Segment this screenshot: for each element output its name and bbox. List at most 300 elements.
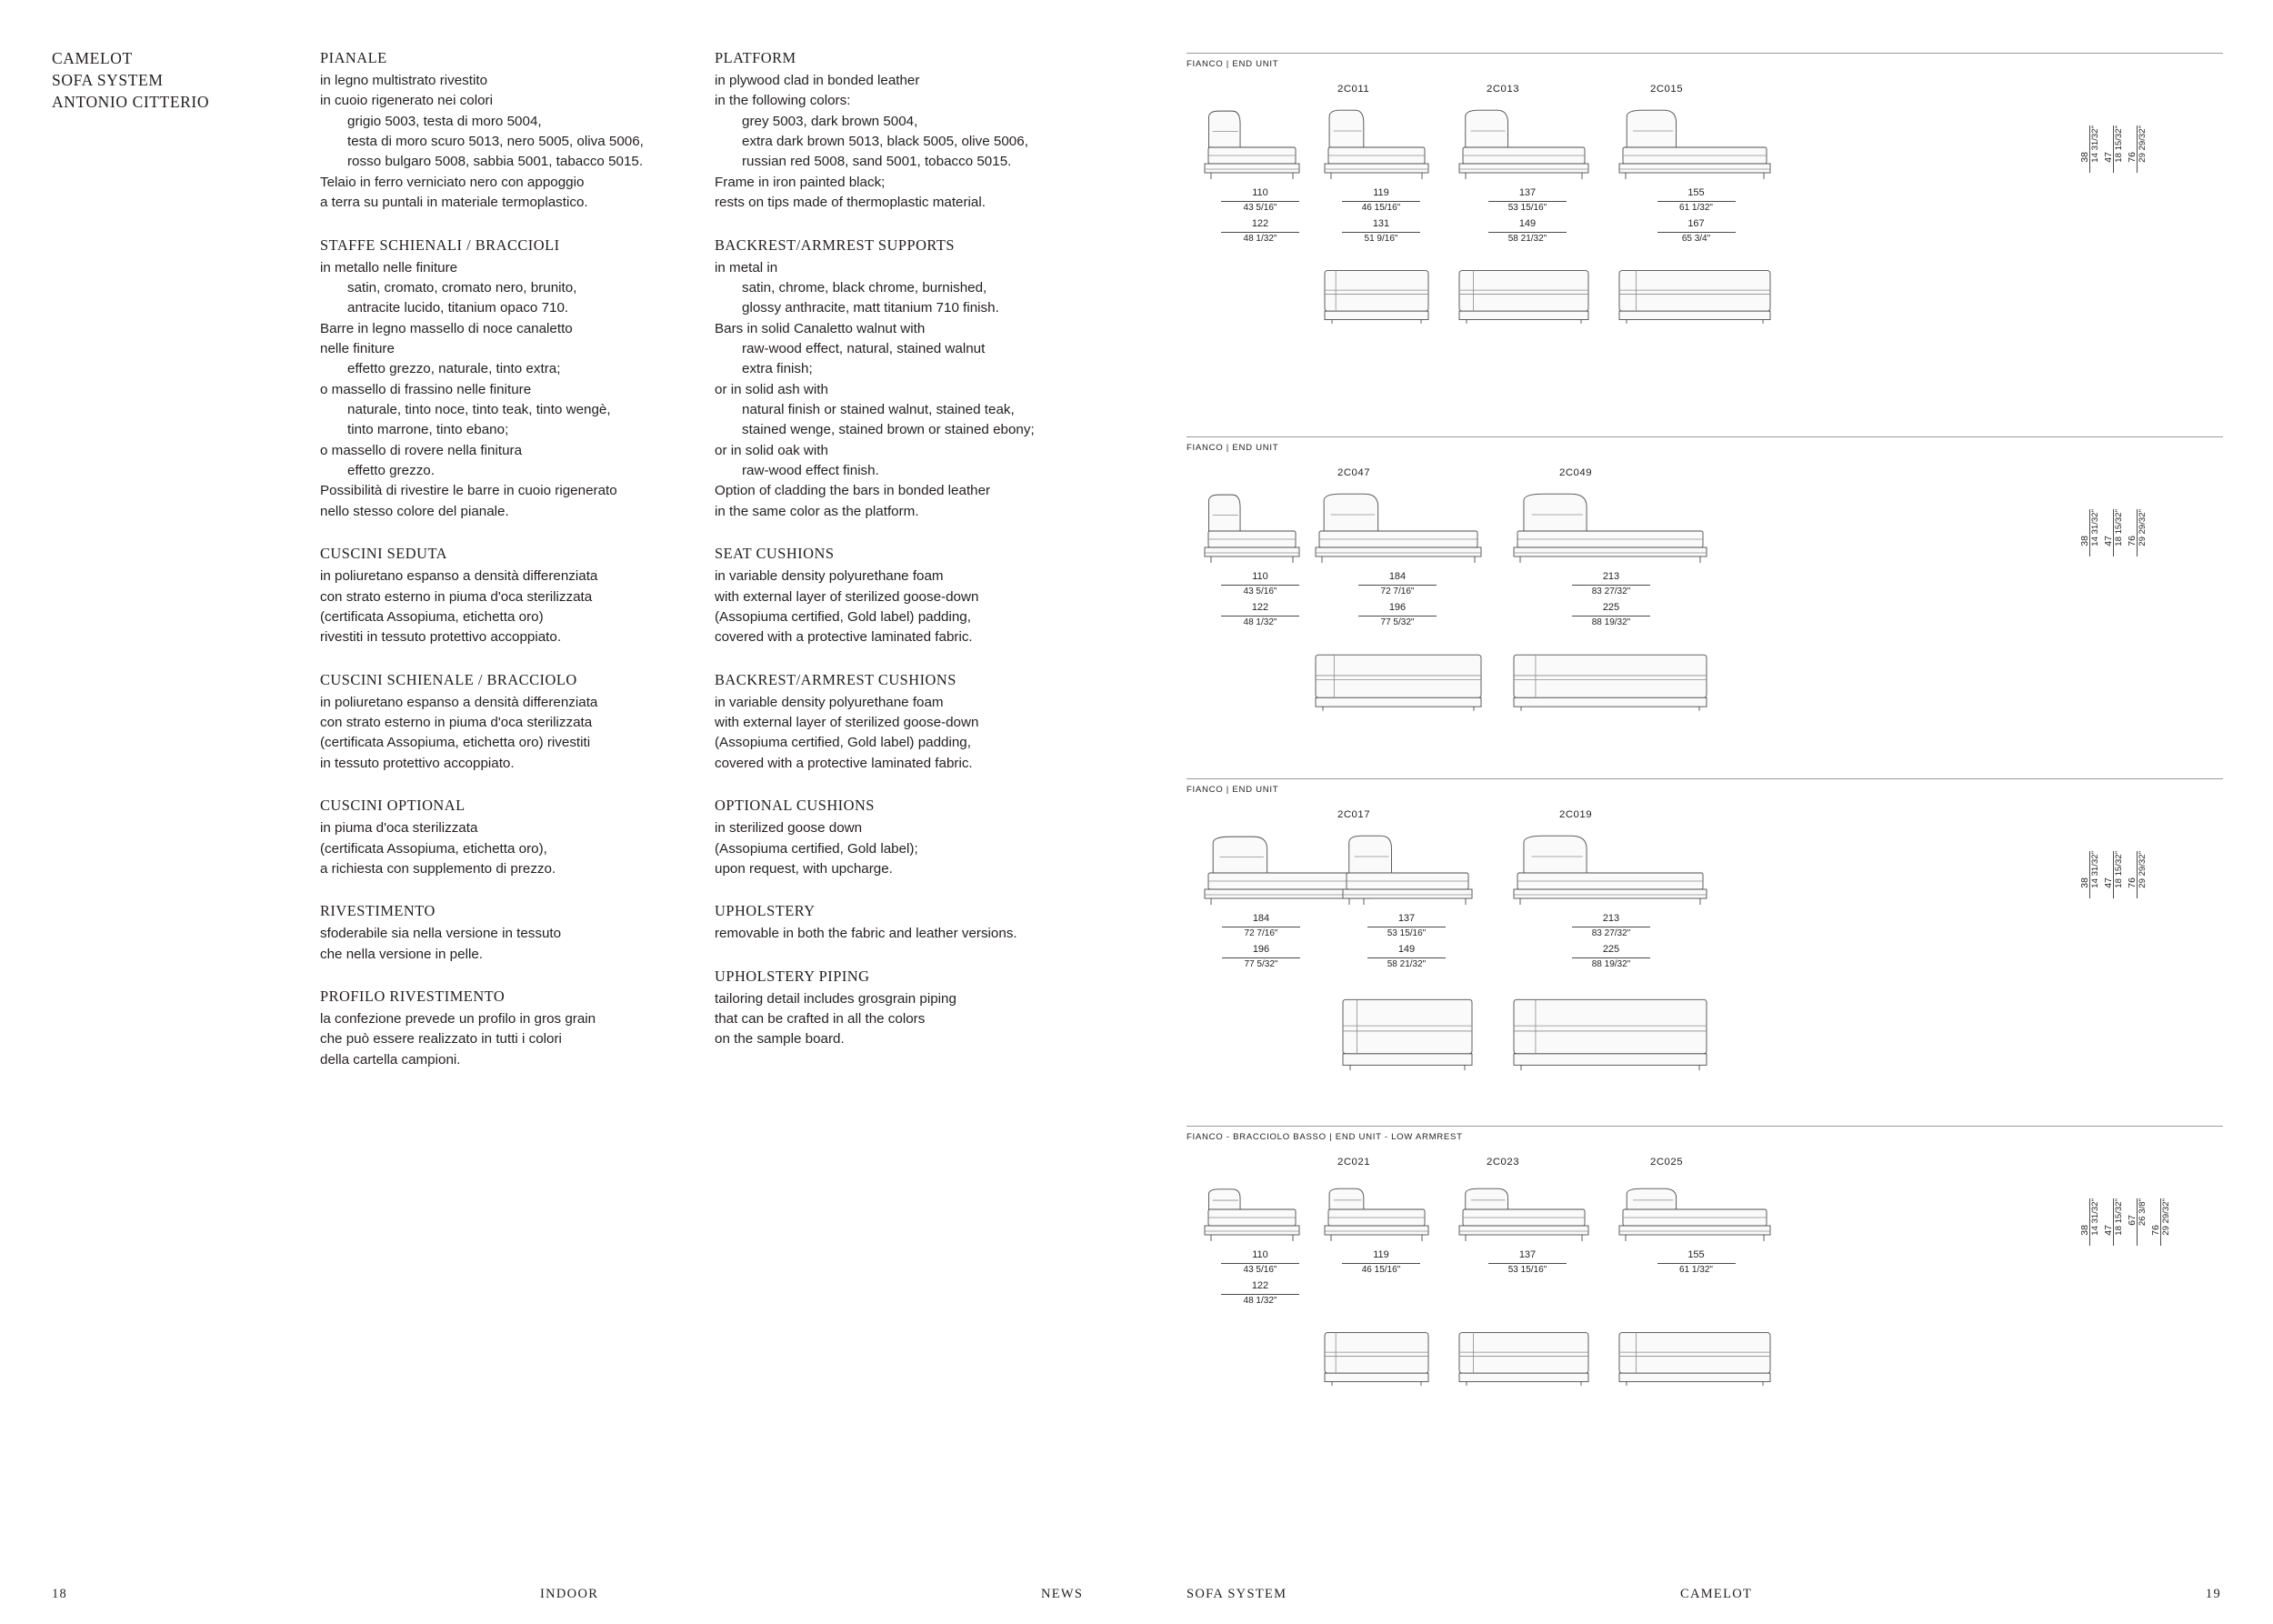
height-inch: 18 15/32"	[2113, 851, 2124, 888]
dimension-label	[1205, 1249, 1316, 1276]
dimension-label	[1621, 1249, 1771, 1276]
section-line: raw-wood effect finish.	[742, 463, 879, 479]
section-line: rests on tips made of thermoplastic material.	[715, 195, 986, 211]
product-code: 2C025	[1650, 1157, 1684, 1168]
footer-page-right: 19	[2205, 1587, 2221, 1601]
dimension-label	[1205, 187, 1316, 214]
height-inch: 29 29/32"	[2137, 509, 2148, 546]
section-line: upon request, with upcharge.	[715, 860, 893, 877]
unit-front-drawing	[1457, 260, 1590, 326]
height-dimension	[2101, 1198, 2125, 1240]
english-description-column	[715, 47, 1115, 1071]
page-footer	[0, 1560, 2273, 1624]
dimension-inch: 83 27/32"	[1591, 927, 1631, 938]
unit-front-drawing	[1323, 260, 1430, 326]
section-line: a terra su puntali in materiale termoplastico.	[320, 195, 588, 211]
drawing-side-view	[1314, 495, 1483, 567]
drawing-front-view	[1323, 1322, 1430, 1388]
dimension-rule	[1342, 201, 1420, 202]
section-line: a richiesta con supplemento di prezzo.	[320, 860, 556, 877]
section-line: satin, chrome, black chrome, burnished,	[742, 279, 987, 296]
drawing-front-view	[1512, 644, 1708, 713]
dimension-inch: 88 19/32"	[1591, 617, 1631, 627]
product-code: 2C017	[1337, 809, 1371, 820]
section-line: Frame in iron painted black;	[715, 174, 886, 190]
dimension-label	[1516, 944, 1707, 970]
brand-line-3: ANTONIO CITTERIO	[52, 93, 210, 112]
dimension-cm: 122	[1251, 1280, 1269, 1291]
height-cm: 38	[2078, 536, 2090, 546]
section-title: BACKREST/ARMREST SUPPORTS	[715, 236, 955, 254]
dimension-cm: 225	[1602, 944, 1620, 955]
dimension-inch: 53 15/16"	[1507, 202, 1547, 213]
dimension-inch: 43 5/16"	[1243, 202, 1277, 213]
section-title: BACKREST/ARMREST CUSHIONS	[715, 670, 956, 688]
section-line: che nella versione in pelle.	[320, 946, 483, 962]
unit-side-drawing	[1512, 495, 1708, 567]
drawing-front-view	[1341, 986, 1474, 1073]
dimension-label	[1516, 602, 1707, 628]
section-title: PIANALE	[320, 49, 387, 66]
height-inch: 14 31/32"	[2089, 125, 2100, 163]
code-row	[1187, 467, 2223, 484]
dimension-label	[1205, 602, 1316, 628]
dimension-label	[1197, 944, 1325, 970]
dimension-cm: 131	[1372, 218, 1390, 229]
block-label: FIANCO | END UNIT	[1187, 443, 1279, 453]
footer-sofa-system: SOFA SYSTEM	[1187, 1587, 1287, 1601]
section-line: in poliuretano espanso a densità differenziata	[320, 694, 598, 710]
height-cm: 47	[2102, 536, 2114, 546]
drawing-side-view	[1203, 1186, 1301, 1246]
unit-side-drawing	[1203, 1186, 1301, 1246]
description-section	[715, 47, 1115, 214]
section-line: in the same color as the platform.	[715, 503, 919, 519]
section-line: in metallo nelle finiture	[320, 259, 458, 276]
dimension-rule	[1221, 1294, 1299, 1295]
section-line: extra dark brown 5013, black 5005, olive 5006,	[742, 134, 1028, 150]
dimension-inch: 61 1/32"	[1679, 1264, 1713, 1275]
unit-side-drawing	[1512, 837, 1708, 909]
drawing-front-view	[1457, 1322, 1590, 1388]
height-dimension	[2078, 1198, 2101, 1240]
section-line: antracite lucido, titanium opaco 710.	[347, 300, 569, 316]
height-inch: 18 15/32"	[2113, 1198, 2124, 1236]
product-code: 2C023	[1487, 1157, 1520, 1168]
dimension-rule	[1657, 232, 1736, 233]
unit-front-drawing	[1341, 986, 1474, 1073]
section-line: in cuoio rigenerato nei colori	[320, 93, 493, 109]
section-title: UPHOLSTERY	[715, 902, 816, 920]
dimension-cm: 149	[1518, 218, 1537, 229]
drawing-side-view	[1203, 496, 1301, 567]
product-code: 2C049	[1559, 467, 1593, 478]
height-inch: 14 31/32"	[2089, 851, 2100, 888]
section-line: stained wenge, stained brown or stained ebony;	[742, 422, 1035, 438]
right-technical-page	[1136, 0, 2273, 1624]
section-line: in the following colors:	[715, 93, 851, 109]
section-line: naturale, tinto noce, tinto teak, tinto wengè,	[347, 402, 611, 418]
unit-front-drawing	[1323, 1322, 1430, 1388]
section-line: (certificata Assopiuma, etichetta oro),	[320, 840, 547, 857]
block-label: FIANCO | END UNIT	[1187, 59, 1279, 69]
drawing-front-view	[1323, 260, 1430, 326]
height-dimension	[2078, 851, 2101, 893]
dimension-cm: 196	[1388, 602, 1407, 613]
dimension-cm: 225	[1602, 602, 1620, 613]
description-section	[320, 47, 720, 214]
dimension-inch: 58 21/32"	[1507, 233, 1547, 244]
section-line: rivestiti in tessuto protettivo accoppiato.	[320, 629, 562, 646]
unit-side-drawing	[1323, 111, 1430, 184]
dimension-rule	[1488, 232, 1567, 233]
dimension-inch: 51 9/16"	[1364, 233, 1398, 244]
code-row	[1187, 84, 2223, 100]
dimension-rule	[1221, 201, 1299, 202]
drawing-side-view	[1323, 111, 1430, 184]
section-line: testa di moro scuro 5013, nero 5005, oliva 5006,	[347, 134, 644, 150]
brand-line-1: CAMELOT	[52, 49, 133, 67]
unit-front-drawing	[1617, 260, 1772, 326]
section-line: (Assopiuma certified, Gold label);	[715, 840, 918, 857]
dimension-inch: 88 19/32"	[1591, 958, 1631, 969]
section-line: nello stesso colore del pianale.	[320, 503, 509, 519]
section-line: rosso bulgaro 5008, sabbia 5001, tabacco 5015.	[347, 154, 644, 170]
dimension-cm: 110	[1252, 187, 1268, 198]
section-line: Barre in legno massello di noce canaletto	[320, 320, 573, 336]
section-line: satin, cromato, cromato nero, brunito,	[347, 279, 577, 296]
section-line: o massello di rovere nella finitura	[320, 442, 523, 458]
dimension-cm: 155	[1687, 187, 1705, 198]
section-line: in legno multistrato rivestito	[320, 73, 488, 89]
dimension-label	[1516, 913, 1707, 939]
footer-camelot: CAMELOT	[1680, 1587, 1753, 1601]
height-cm: 76	[2126, 877, 2138, 888]
dimension-inch: 72 7/16"	[1244, 927, 1278, 938]
dimension-label	[1343, 944, 1470, 970]
dimension-inch: 65 3/4"	[1681, 233, 1711, 244]
section-line: grey 5003, dark brown 5004,	[742, 113, 918, 129]
dimension-inch: 77 5/32"	[1244, 958, 1278, 969]
dimension-cm: 137	[1518, 187, 1537, 198]
height-dimension-stack	[2078, 1198, 2232, 1240]
dimension-label	[1316, 602, 1479, 628]
section-line: tinto marrone, tinto ebano;	[347, 422, 509, 438]
section-line: sfoderabile sia nella versione in tessuto	[320, 926, 562, 942]
unit-side-drawing	[1314, 495, 1483, 567]
section-line: grigio 5003, testa di moro 5004,	[347, 113, 542, 129]
section-line: che può essere realizzato in tutti i colori	[320, 1031, 562, 1048]
dimension-rule	[1221, 232, 1299, 233]
height-dimension-stack	[2078, 851, 2232, 893]
dimension-label	[1197, 913, 1325, 939]
product-variant-block	[1187, 436, 2223, 720]
dimension-cm: 137	[1397, 913, 1416, 924]
section-line: in plywood clad in bonded leather	[715, 73, 920, 89]
height-dimension	[2148, 1198, 2172, 1240]
section-title: STAFFE SCHIENALI / BRACCIOLI	[320, 236, 560, 254]
dimension-inch: 46 15/16"	[1361, 1264, 1401, 1275]
dimension-rule	[1572, 957, 1650, 958]
dimension-label	[1325, 1249, 1437, 1276]
section-line: that can be crafted in all the colors	[715, 1011, 926, 1028]
product-code: 2C013	[1487, 84, 1520, 95]
section-line: raw-wood effect, natural, stained walnut	[742, 341, 986, 356]
unit-side-drawing	[1617, 1184, 1772, 1246]
unit-side-drawing	[1323, 1184, 1430, 1246]
dimension-label	[1316, 571, 1479, 597]
height-cm: 38	[2078, 877, 2090, 888]
dimension-label	[1205, 1280, 1316, 1307]
section-line: effetto grezzo, naturale, tinto extra;	[347, 361, 561, 377]
dimension-cm: 184	[1388, 571, 1407, 582]
dimension-rule	[1342, 232, 1420, 233]
dimension-rule	[1358, 585, 1437, 586]
height-inch: 14 31/32"	[2089, 1198, 2100, 1236]
dimension-rule	[1222, 957, 1300, 958]
description-section	[715, 235, 1115, 523]
left-text-page	[0, 0, 1136, 1624]
section-line: Option of cladding the bars in bonded leather	[715, 483, 991, 499]
dimension-cm: 119	[1373, 1249, 1389, 1260]
drawing-side-view	[1512, 495, 1708, 567]
dimension-rule	[1358, 616, 1437, 617]
section-line: removable in both the fabric and leather versions.	[715, 926, 1017, 942]
section-line: la confezione prevede un profilo in gros grain	[320, 1011, 596, 1028]
dimension-cm: 110	[1252, 571, 1268, 582]
description-section	[715, 966, 1115, 1050]
height-dimension	[2101, 125, 2125, 167]
section-line: nelle finiture	[320, 341, 395, 356]
section-line: extra finish;	[742, 361, 813, 377]
dimension-inch: 58 21/32"	[1387, 958, 1427, 969]
section-line: in variable density polyurethane foam	[715, 694, 944, 710]
unit-side-drawing	[1203, 496, 1301, 567]
unit-side-drawing	[1341, 837, 1474, 909]
dimension-inch: 61 1/32"	[1679, 202, 1713, 213]
dimension-cm: 122	[1251, 218, 1269, 229]
unit-front-drawing	[1314, 644, 1483, 713]
dimension-cm: 213	[1602, 571, 1620, 582]
height-cm: 38	[2078, 1225, 2090, 1236]
product-variant-block	[1187, 53, 2223, 333]
dimension-cm: 213	[1602, 913, 1620, 924]
section-title: CUSCINI SCHIENALE / BRACCIOLO	[320, 670, 577, 688]
product-code: 2C047	[1337, 467, 1371, 478]
dimension-cm: 184	[1252, 913, 1270, 924]
dimension-inch: 43 5/16"	[1243, 586, 1277, 596]
height-dimension	[2125, 1198, 2148, 1230]
height-dimension	[2078, 509, 2101, 551]
height-cm: 47	[2102, 152, 2114, 163]
dimension-label	[1459, 187, 1596, 214]
height-dimension	[2078, 125, 2101, 167]
height-cm: 76	[2149, 1225, 2161, 1236]
height-inch: 26 3/8"	[2137, 1198, 2148, 1227]
drawing-side-view	[1323, 1184, 1430, 1246]
section-title: PLATFORM	[715, 49, 796, 66]
description-section	[320, 900, 720, 965]
product-code: 2C015	[1650, 84, 1684, 95]
dimension-inch: 72 7/16"	[1380, 586, 1415, 596]
section-line: con strato esterno in piuma d'oca sterilizzata	[320, 715, 593, 731]
footer-indoor: INDOOR	[540, 1587, 599, 1601]
section-line: with external layer of sterilized goose-down	[715, 715, 979, 731]
height-inch: 29 29/32"	[2160, 1198, 2171, 1236]
product-code: 2C021	[1337, 1157, 1371, 1168]
height-dimension-stack	[2078, 509, 2232, 551]
dimension-rule	[1342, 1263, 1420, 1264]
height-cm: 47	[2102, 877, 2114, 888]
dimension-rule	[1221, 616, 1299, 617]
dimension-inch: 48 1/32"	[1243, 1295, 1277, 1306]
section-line: effetto grezzo.	[347, 463, 435, 479]
dimension-rule	[1572, 616, 1650, 617]
brand-line-2: SOFA SYSTEM	[52, 71, 164, 90]
height-cm: 38	[2078, 152, 2090, 163]
section-line: Possibilità di rivestire le barre in cuoio rigenerato	[320, 483, 617, 499]
section-line: Bars in solid Canaletto walnut with	[715, 320, 926, 336]
section-line: natural finish or stained walnut, stained teak,	[742, 402, 1015, 418]
drawing-front-view	[1457, 260, 1590, 326]
drawing-side-view	[1203, 113, 1301, 184]
drawing-front-view	[1617, 1322, 1772, 1388]
drawing-side-view	[1617, 111, 1772, 184]
dimension-cm: 196	[1252, 944, 1270, 955]
drawing-side-view	[1341, 837, 1474, 909]
dimension-cm: 110	[1252, 1249, 1268, 1260]
section-line: glossy anthracite, matt titanium 710 finish.	[742, 300, 999, 316]
description-section	[320, 543, 720, 647]
section-line: in metal in	[715, 259, 778, 276]
section-line: or in solid oak with	[715, 442, 828, 458]
description-section	[320, 669, 720, 774]
height-cm: 76	[2126, 152, 2138, 163]
block-label: FIANCO | END UNIT	[1187, 785, 1279, 795]
dimension-inch: 53 15/16"	[1507, 1264, 1547, 1275]
height-inch: 14 31/32"	[2089, 509, 2100, 546]
unit-side-drawing	[1203, 113, 1301, 184]
code-row	[1187, 809, 2223, 826]
dimension-inch: 53 15/16"	[1387, 927, 1427, 938]
section-line: in piuma d'oca sterilizzata	[320, 820, 478, 837]
section-line: tailoring detail includes grosgrain piping	[715, 990, 956, 1007]
section-line: della cartella campioni.	[320, 1051, 461, 1068]
section-line: (certificata Assopiuma, etichetta oro) rivestiti	[320, 735, 591, 751]
dimension-rule	[1367, 957, 1446, 958]
description-section	[320, 235, 720, 523]
dimension-label	[1205, 571, 1316, 597]
drawing-side-view	[1457, 111, 1590, 184]
product-variant-block	[1187, 1126, 2223, 1395]
section-line: with external layer of sterilized goose-down	[715, 588, 979, 605]
description-section	[715, 795, 1115, 879]
height-cm: 76	[2126, 536, 2138, 546]
height-dimension	[2125, 509, 2148, 551]
section-title: CUSCINI OPTIONAL	[320, 797, 466, 815]
block-label: FIANCO - BRACCIOLO BASSO | END UNIT - LOW ARMREST	[1187, 1132, 1463, 1142]
dimension-label	[1621, 218, 1771, 245]
height-cm: 47	[2102, 1225, 2114, 1236]
dimension-rule	[1657, 201, 1736, 202]
dimension-inch: 43 5/16"	[1243, 1264, 1277, 1275]
drawing-side-view	[1617, 1184, 1772, 1246]
height-dimension	[2101, 509, 2125, 551]
drawing-front-view	[1314, 644, 1483, 713]
height-inch: 18 15/32"	[2113, 509, 2124, 546]
dimension-rule	[1221, 1263, 1299, 1264]
height-dimension	[2125, 851, 2148, 893]
description-section	[715, 669, 1115, 774]
description-section	[320, 986, 720, 1070]
drawing-side-view	[1457, 1184, 1590, 1246]
section-line: Telaio in ferro verniciato nero con appoggio	[320, 174, 585, 190]
dimension-rule	[1572, 585, 1650, 586]
height-inch: 18 15/32"	[2113, 125, 2124, 163]
description-section	[715, 900, 1115, 944]
dimension-label	[1325, 187, 1437, 214]
brand-heading	[52, 47, 288, 113]
dimension-cm: 119	[1373, 187, 1389, 198]
footer-page-left: 18	[52, 1587, 68, 1601]
section-line: or in solid ash with	[715, 381, 828, 397]
dimension-label	[1459, 218, 1596, 245]
section-line: russian red 5008, sand 5001, tobacco 5015.	[742, 154, 1012, 170]
section-line: o massello di frassino nelle finiture	[320, 381, 532, 397]
height-dimension-stack	[2078, 125, 2232, 167]
product-code: 2C011	[1337, 84, 1370, 95]
height-dimension	[2125, 125, 2148, 167]
dimension-inch: 77 5/32"	[1380, 617, 1415, 627]
dimension-cm: 167	[1687, 218, 1705, 229]
unit-side-drawing	[1457, 111, 1590, 184]
section-line: in poliuretano espanso a densità differenziata	[320, 568, 598, 585]
dimension-inch: 46 15/16"	[1361, 202, 1401, 213]
dimension-label	[1621, 187, 1771, 214]
drawing-front-view	[1617, 260, 1772, 326]
dimension-inch: 83 27/32"	[1591, 586, 1631, 596]
section-line: covered with a protective laminated fabric.	[715, 629, 973, 646]
italian-description-column	[320, 47, 720, 1091]
section-line: in sterilized goose down	[715, 820, 863, 837]
height-dimension	[2101, 851, 2125, 893]
section-title: SEAT CUSHIONS	[715, 545, 835, 563]
dimension-label	[1516, 571, 1707, 597]
description-section	[320, 795, 720, 879]
section-line: covered with a protective laminated fabric.	[715, 755, 973, 771]
dimension-label	[1205, 218, 1316, 245]
dimension-inch: 48 1/32"	[1243, 617, 1277, 627]
section-line: (certificata Assopiuma, etichetta oro)	[320, 608, 544, 625]
dimension-label	[1459, 1249, 1596, 1276]
section-title: OPTIONAL CUSHIONS	[715, 797, 875, 815]
section-line: (Assopiuma certified, Gold label) padding,	[715, 608, 971, 625]
section-line: (Assopiuma certified, Gold label) padding,	[715, 735, 971, 751]
description-section	[715, 543, 1115, 647]
section-line: con strato esterno in piuma d'oca sterilizzata	[320, 588, 593, 605]
unit-side-drawing	[1617, 111, 1772, 184]
dimension-cm: 149	[1397, 944, 1416, 955]
section-title: CUSCINI SEDUTA	[320, 545, 448, 563]
dimension-label	[1325, 218, 1437, 245]
height-cm: 67	[2126, 1215, 2138, 1227]
footer-news: NEWS	[1041, 1587, 1084, 1601]
unit-front-drawing	[1457, 1322, 1590, 1388]
dimension-rule	[1488, 1263, 1567, 1264]
code-row	[1187, 1157, 2223, 1173]
unit-front-drawing	[1617, 1322, 1772, 1388]
section-title: RIVESTIMENTO	[320, 902, 436, 920]
